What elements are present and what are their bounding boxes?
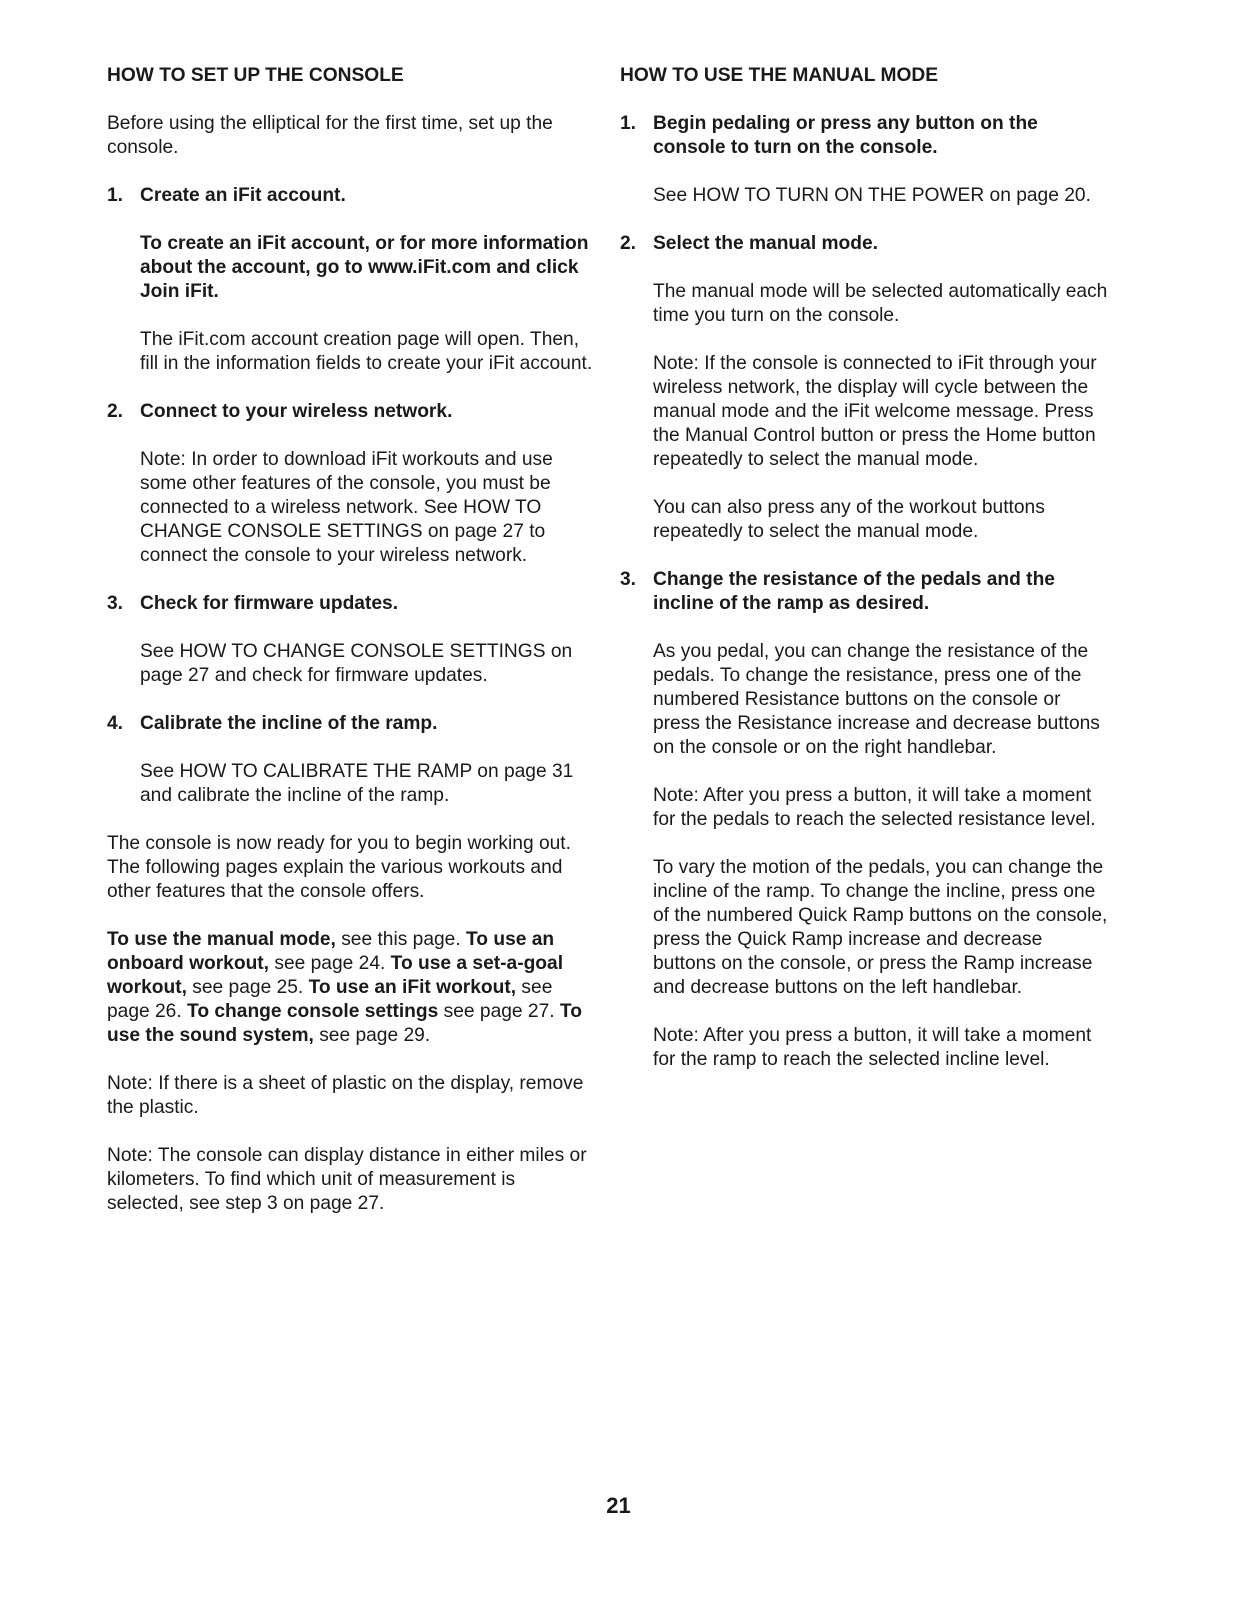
page-number: 21 (606, 1493, 631, 1518)
right-column (620, 64, 1110, 1096)
step-text: Note: In order to download iFit workouts and use some other features of the console, you must be connected to a wireless network. See HOW TO CHANGE CONSOLE SETTINGS on page 27 to connect the console to your wireless network. (140, 449, 553, 566)
ref-sound-label: To use the sound system, (107, 1001, 582, 1046)
step-number: 4. (107, 713, 124, 734)
step-text: To vary the motion of the pedals, you can change the incline of the ramp. To change the incline, press one of the numbered Quick Ramp buttons on the console, press the Quick Ramp increase and decrease buttons on the console, or press the Ramp increase and decrease buttons on the left handlebar. (653, 857, 1108, 998)
page-references (107, 928, 593, 1048)
manual-step-1 (620, 112, 1110, 208)
setup-step-2 (107, 400, 593, 568)
step-number: 1. (107, 185, 124, 206)
step-text: The manual mode will be selected automatically each time you turn on the console. (653, 281, 1108, 326)
step-text: The iFit.com account creation page will open. Then, fill in the information fields to create your iFit account. (140, 329, 593, 374)
ready-paragraph: The console is now ready for you to begin working out. The following pages explain the various workouts and other features that the console offers. (107, 833, 571, 902)
note-distance: Note: The console can display distance in either miles or kilometers. To find which unit of measurement is selected, see step 3 on page 27. (107, 1145, 587, 1214)
ref-settings-label: To change console settings (187, 1001, 439, 1022)
ref-ifit-label: To use an iFit workout, (308, 977, 517, 998)
step-bold-text: To create an iFit account, or for more information about the account, go to www.iFit.com and click Join iFit. (140, 233, 589, 302)
setup-step-3 (107, 592, 593, 688)
step-number: 3. (107, 593, 124, 614)
step-text: See HOW TO CALIBRATE THE RAMP on page 31 and calibrate the incline of the ramp. (140, 761, 574, 806)
manual-step-2 (620, 232, 1110, 544)
ref-ifit-page: see page 26. (107, 977, 553, 1022)
ref-manual-page: see this page. (335, 929, 467, 950)
step-title: Connect to your wireless network. (140, 401, 453, 422)
step-note: Note: After you press a button, it will take a moment for the pedals to reach the selected resistance level. (653, 785, 1096, 830)
ref-onboard-label: To use an onboard workout, (107, 929, 555, 974)
setup-heading: HOW TO SET UP THE CONSOLE (107, 65, 404, 86)
ref-settings-page: see page 27. (438, 1001, 560, 1022)
step-title: Create an iFit account. (140, 185, 346, 206)
manual-step-3 (620, 568, 1110, 1072)
left-column (107, 64, 593, 1240)
ref-onboard-page: see page 24. (269, 953, 391, 974)
step-text: See HOW TO CHANGE CONSOLE SETTINGS on page 27 and check for firmware updates. (140, 641, 573, 686)
ref-sound-page: see page 29. (313, 1025, 431, 1046)
step-title: Begin pedaling or press any button on the console to turn on the console. (653, 113, 1038, 158)
ref-goal-label: To use a set-a-goal workout, (107, 953, 564, 998)
step-title: Change the resistance of the pedals and the incline of the ramp as desired. (653, 569, 1055, 614)
step-title: Select the manual mode. (653, 233, 878, 254)
step-text: See HOW TO TURN ON THE POWER on page 20. (653, 185, 1091, 206)
manual-mode-heading: HOW TO USE THE MANUAL MODE (620, 65, 939, 86)
step-text: As you pedal, you can change the resistance of the pedals. To change the resistance, press one of the numbered Resistance buttons on the console or press the Resistance increase and decrease buttons on the console or on the right handlebar. (653, 641, 1100, 758)
step-title: Check for firmware updates. (140, 593, 399, 614)
setup-step-1 (107, 184, 593, 376)
setup-intro: Before using the elliptical for the first time, set up the console. (107, 113, 553, 158)
note-plastic: Note: If there is a sheet of plastic on the display, remove the plastic. (107, 1073, 584, 1118)
step-note: Note: After you press a button, it will take a moment for the ramp to reach the selected incline level. (653, 1025, 1092, 1070)
step-text: You can also press any of the workout buttons repeatedly to select the manual mode. (653, 497, 1045, 542)
step-number: 1. (620, 113, 637, 134)
ref-goal-page: see page 25. (186, 977, 309, 998)
step-number: 3. (620, 569, 637, 590)
step-number: 2. (620, 233, 637, 254)
step-number: 2. (107, 401, 124, 422)
step-note: Note: If the console is connected to iFit through your wireless network, the display will cycle between the manual mode and the iFit welcome message. Press the Manual Control button or press the Home button repeatedly to select the manual mode. (653, 353, 1097, 470)
setup-step-4 (107, 712, 593, 808)
ref-manual-label: To use the manual mode, (107, 929, 336, 950)
step-title: Calibrate the incline of the ramp. (140, 713, 438, 734)
